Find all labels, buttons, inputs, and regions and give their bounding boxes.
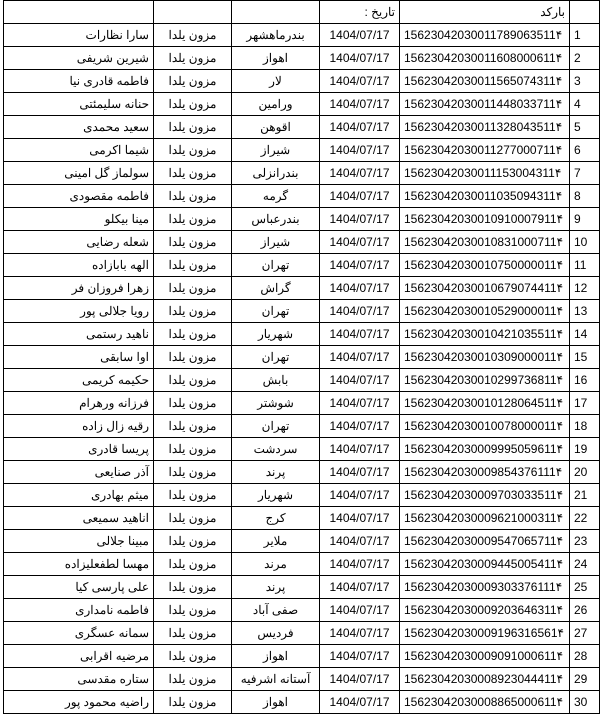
table-row[interactable] — [4, 277, 600, 300]
cell-name[interactable]: حکیمه کریمی — [4, 369, 154, 392]
cell-row-number[interactable]: 9 — [570, 208, 600, 231]
cell-row-number[interactable]: 23 — [570, 530, 600, 553]
cell-org[interactable]: مزون یلدا — [154, 277, 232, 300]
table-row[interactable] — [4, 93, 600, 116]
cell-city[interactable]: پرند — [232, 576, 320, 599]
cell-row-number[interactable]: 20 — [570, 461, 600, 484]
cell-date[interactable]: 1404/07/17 — [320, 691, 400, 714]
cell-date[interactable]: 1404/07/17 — [320, 70, 400, 93]
cell-row-number[interactable]: 6 — [570, 139, 600, 162]
table-row[interactable] — [4, 622, 600, 645]
cell-city[interactable]: تهران — [232, 254, 320, 277]
table-row[interactable] — [4, 24, 600, 47]
cell-name[interactable]: فاطمه قادری نیا — [4, 70, 154, 93]
table-row[interactable] — [4, 576, 600, 599]
cell-name[interactable]: حنانه سلیمئتی — [4, 93, 154, 116]
cell-date[interactable]: 1404/07/17 — [320, 576, 400, 599]
header-row-number — [570, 1, 600, 24]
cell-row-number[interactable]: 22 — [570, 507, 600, 530]
cell-tracking[interactable]: 15623042030011035094311۴ — [400, 185, 570, 208]
cell-tracking[interactable]: 15623042030009703033511۴ — [400, 484, 570, 507]
cell-tracking[interactable]: 15623042030009196316561۴ — [400, 622, 570, 645]
cell-date[interactable]: 1404/07/17 — [320, 507, 400, 530]
cell-tracking[interactable]: 15623042030009547065711۴ — [400, 530, 570, 553]
cell-tracking[interactable]: 15623042030011565074311۴ — [400, 70, 570, 93]
cell-city[interactable]: سردشت — [232, 438, 320, 461]
header-date: تاریخ : — [320, 1, 400, 24]
cell-date[interactable]: 1404/07/17 — [320, 93, 400, 116]
cell-tracking[interactable]: 15623042030010078000011۴ — [400, 415, 570, 438]
cell-date[interactable]: 1404/07/17 — [320, 185, 400, 208]
cell-name[interactable]: اناهید سمیعی — [4, 507, 154, 530]
cell-name[interactable]: مرضیه اقرابی — [4, 645, 154, 668]
cell-date[interactable]: 1404/07/17 — [320, 415, 400, 438]
cell-date[interactable]: 1404/07/17 — [320, 438, 400, 461]
cell-tracking[interactable]: 15623042030010831000711۴ — [400, 231, 570, 254]
cell-date[interactable]: 1404/07/17 — [320, 392, 400, 415]
table-row[interactable] — [4, 645, 600, 668]
cell-row-number[interactable]: 14 — [570, 323, 600, 346]
cell-date[interactable]: 1404/07/17 — [320, 116, 400, 139]
table-row[interactable] — [4, 231, 600, 254]
cell-city[interactable]: مرند — [232, 553, 320, 576]
cell-row-number[interactable]: 21 — [570, 484, 600, 507]
cell-name[interactable]: زهرا فروزان فر — [4, 277, 154, 300]
header-city — [232, 1, 320, 24]
table-header — [4, 1, 600, 24]
cell-city[interactable]: پرند — [232, 461, 320, 484]
cell-row-number[interactable]: 18 — [570, 415, 600, 438]
cell-row-number[interactable]: 10 — [570, 231, 600, 254]
cell-tracking[interactable]: 15623042030010421035511۴ — [400, 323, 570, 346]
cell-date[interactable]: 1404/07/17 — [320, 461, 400, 484]
cell-row-number[interactable]: 12 — [570, 277, 600, 300]
cell-org[interactable]: مزون یلدا — [154, 162, 232, 185]
cell-org[interactable]: مزون یلدا — [154, 116, 232, 139]
cell-row-number[interactable]: 25 — [570, 576, 600, 599]
cell-name[interactable]: فاطمه نامداری — [4, 599, 154, 622]
cell-row-number[interactable]: 8 — [570, 185, 600, 208]
cell-city[interactable]: بندرانزلی — [232, 162, 320, 185]
cell-date[interactable]: 1404/07/17 — [320, 530, 400, 553]
cell-org[interactable]: مزون یلدا — [154, 323, 232, 346]
cell-name[interactable]: سمانه عسگری — [4, 622, 154, 645]
cell-org[interactable]: مزون یلدا — [154, 208, 232, 231]
cell-row-number[interactable]: 19 — [570, 438, 600, 461]
cell-city[interactable]: آستانه اشرفیه — [232, 668, 320, 691]
cell-tracking[interactable]: 15623042030011277000711۴ — [400, 139, 570, 162]
cell-city[interactable]: اقوهن — [232, 116, 320, 139]
cell-city[interactable]: شیراز — [232, 231, 320, 254]
table-row[interactable] — [4, 346, 600, 369]
cell-date[interactable]: 1404/07/17 — [320, 24, 400, 47]
table-row[interactable] — [4, 553, 600, 576]
table-row[interactable] — [4, 139, 600, 162]
cell-row-number[interactable]: 27 — [570, 622, 600, 645]
cell-tracking[interactable]: 15623042030010679074411۴ — [400, 277, 570, 300]
cell-row-number[interactable]: 24 — [570, 553, 600, 576]
cell-name[interactable]: مبینا جلالی — [4, 530, 154, 553]
cell-row-number[interactable]: 2 — [570, 47, 600, 70]
cell-row-number[interactable]: 15 — [570, 346, 600, 369]
cell-row-number[interactable]: 17 — [570, 392, 600, 415]
cell-date[interactable]: 1404/07/17 — [320, 277, 400, 300]
cell-name[interactable]: علی پارسی کیا — [4, 576, 154, 599]
cell-name[interactable]: شعله رضایی — [4, 231, 154, 254]
cell-name[interactable]: سارا نظارات — [4, 24, 154, 47]
cell-date[interactable]: 1404/07/17 — [320, 645, 400, 668]
cell-org[interactable]: مزون یلدا — [154, 415, 232, 438]
table-row[interactable] — [4, 461, 600, 484]
cell-city[interactable]: کرج — [232, 507, 320, 530]
cell-tracking[interactable]: 15623042030010309000011۴ — [400, 346, 570, 369]
cell-city[interactable]: ورامین — [232, 93, 320, 116]
cell-name[interactable]: راضیه محمود پور — [4, 691, 154, 714]
cell-org[interactable]: مزون یلدا — [154, 369, 232, 392]
cell-date[interactable]: 1404/07/17 — [320, 553, 400, 576]
cell-org[interactable]: مزون یلدا — [154, 484, 232, 507]
cell-city[interactable]: اهواز — [232, 645, 320, 668]
table-row[interactable] — [4, 530, 600, 553]
cell-city[interactable]: شوشتر — [232, 392, 320, 415]
table-row[interactable] — [4, 392, 600, 415]
cell-row-number[interactable]: 29 — [570, 668, 600, 691]
table-row[interactable] — [4, 300, 600, 323]
cell-name[interactable]: فرزانه ورهرام — [4, 392, 154, 415]
cell-tracking[interactable]: 15623042030008865000611۴ — [400, 691, 570, 714]
table-row[interactable] — [4, 369, 600, 392]
cell-city[interactable]: گراش — [232, 277, 320, 300]
cell-city[interactable]: گرمه — [232, 185, 320, 208]
cell-tracking[interactable]: 15623042030011153004311۴ — [400, 162, 570, 185]
cell-city[interactable]: تهران — [232, 415, 320, 438]
cell-date[interactable]: 1404/07/17 — [320, 208, 400, 231]
cell-org[interactable]: مزون یلدا — [154, 139, 232, 162]
cell-tracking[interactable]: 15623042030009091000611۴ — [400, 645, 570, 668]
cell-date[interactable]: 1404/07/17 — [320, 622, 400, 645]
cell-org[interactable]: مزون یلدا — [154, 346, 232, 369]
cell-name[interactable]: رویا جلالی پور — [4, 300, 154, 323]
cell-org[interactable]: مزون یلدا — [154, 47, 232, 70]
cell-tracking[interactable]: 15623042030011789063511۴ — [400, 24, 570, 47]
cell-tracking[interactable]: 15623042030011448033711۴ — [400, 93, 570, 116]
cell-org[interactable]: مزون یلدا — [154, 392, 232, 415]
cell-name[interactable]: رقیه زال زاده — [4, 415, 154, 438]
cell-date[interactable]: 1404/07/17 — [320, 254, 400, 277]
cell-org[interactable]: مزون یلدا — [154, 507, 232, 530]
cell-city[interactable]: شیراز — [232, 139, 320, 162]
cell-row-number[interactable]: 1 — [570, 24, 600, 47]
cell-org[interactable]: مزون یلدا — [154, 645, 232, 668]
cell-tracking[interactable]: 15623042030010529000011۴ — [400, 300, 570, 323]
cell-org[interactable]: مزون یلدا — [154, 691, 232, 714]
cell-org[interactable]: مزون یلدا — [154, 622, 232, 645]
cell-city[interactable]: فردیس — [232, 622, 320, 645]
cell-tracking[interactable]: 15623042030011608000611۴ — [400, 47, 570, 70]
cell-city[interactable]: شهریار — [232, 323, 320, 346]
cell-date[interactable]: 1404/07/17 — [320, 47, 400, 70]
cell-row-number[interactable]: 11 — [570, 254, 600, 277]
cell-row-number[interactable]: 4 — [570, 93, 600, 116]
table-row[interactable] — [4, 507, 600, 530]
cell-name[interactable]: شیرین شریفی — [4, 47, 154, 70]
cell-org[interactable]: مزون یلدا — [154, 254, 232, 277]
cell-name[interactable]: فاطمه مقصودی — [4, 185, 154, 208]
cell-date[interactable]: 1404/07/17 — [320, 139, 400, 162]
cell-org[interactable]: مزون یلدا — [154, 300, 232, 323]
table-row[interactable] — [4, 185, 600, 208]
cell-city[interactable]: اهواز — [232, 47, 320, 70]
cell-org[interactable]: مزون یلدا — [154, 185, 232, 208]
cell-tracking[interactable]: 15623042030009303376111۴ — [400, 576, 570, 599]
cell-name[interactable]: مهسا لطفعلیزاده — [4, 553, 154, 576]
cell-tracking[interactable]: 15623042030009445005411۴ — [400, 553, 570, 576]
cell-name[interactable]: پریسا قادری — [4, 438, 154, 461]
table-row[interactable] — [4, 208, 600, 231]
cell-row-number[interactable]: 30 — [570, 691, 600, 714]
cell-org[interactable]: مزون یلدا — [154, 530, 232, 553]
cell-city[interactable]: بندرماهشهر — [232, 24, 320, 47]
cell-tracking[interactable]: 15623042030008923044411۴ — [400, 668, 570, 691]
cell-date[interactable]: 1404/07/17 — [320, 484, 400, 507]
header-row — [4, 1, 600, 24]
cell-org[interactable]: مزون یلدا — [154, 24, 232, 47]
cell-date[interactable]: 1404/07/17 — [320, 668, 400, 691]
cell-date[interactable]: 1404/07/17 — [320, 323, 400, 346]
table-row[interactable] — [4, 162, 600, 185]
cell-tracking[interactable]: 15623042030009621000311۴ — [400, 507, 570, 530]
cell-city[interactable]: لار — [232, 70, 320, 93]
cell-org[interactable]: مزون یلدا — [154, 553, 232, 576]
header-org — [154, 1, 232, 24]
cell-date[interactable]: 1404/07/17 — [320, 162, 400, 185]
cell-city[interactable]: شهریار — [232, 484, 320, 507]
cell-date[interactable]: 1404/07/17 — [320, 369, 400, 392]
cell-city[interactable]: اهواز — [232, 691, 320, 714]
table-row[interactable] — [4, 47, 600, 70]
cell-date[interactable]: 1404/07/17 — [320, 599, 400, 622]
cell-name[interactable]: میثم بهادری — [4, 484, 154, 507]
table-row[interactable] — [4, 484, 600, 507]
cell-name[interactable]: سعید محمدی — [4, 116, 154, 139]
cell-org[interactable]: مزون یلدا — [154, 70, 232, 93]
cell-tracking[interactable]: 15623042030009854376111۴ — [400, 461, 570, 484]
cell-row-number[interactable]: 7 — [570, 162, 600, 185]
table-row[interactable] — [4, 254, 600, 277]
cell-tracking[interactable]: 15623042030010910007911۴ — [400, 208, 570, 231]
table-row[interactable] — [4, 323, 600, 346]
table-row[interactable] — [4, 668, 600, 691]
table-row[interactable] — [4, 415, 600, 438]
cell-org[interactable]: مزون یلدا — [154, 461, 232, 484]
cell-org[interactable]: مزون یلدا — [154, 93, 232, 116]
table-row[interactable] — [4, 691, 600, 714]
cell-city[interactable]: بندرعباس — [232, 208, 320, 231]
cell-name[interactable]: الهه بابازاده — [4, 254, 154, 277]
table-row[interactable] — [4, 70, 600, 93]
cell-name[interactable]: ستاره مقدسی — [4, 668, 154, 691]
cell-name[interactable]: ناهید رستمی — [4, 323, 154, 346]
cell-city[interactable]: صفی آباد — [232, 599, 320, 622]
cell-city[interactable]: بابش — [232, 369, 320, 392]
cell-tracking[interactable]: 15623042030010128064511۴ — [400, 392, 570, 415]
table-row[interactable] — [4, 599, 600, 622]
cell-name[interactable]: مینا بیکلو — [4, 208, 154, 231]
cell-date[interactable]: 1404/07/17 — [320, 346, 400, 369]
cell-row-number[interactable]: 26 — [570, 599, 600, 622]
table-row[interactable] — [4, 438, 600, 461]
cell-org[interactable]: مزون یلدا — [154, 438, 232, 461]
cell-name[interactable]: اوا سابقی — [4, 346, 154, 369]
cell-city[interactable]: ملایر — [232, 530, 320, 553]
cell-org[interactable]: مزون یلدا — [154, 668, 232, 691]
cell-row-number[interactable]: 28 — [570, 645, 600, 668]
shipments-table — [3, 0, 600, 714]
cell-tracking[interactable]: 15623042030010299736811۴ — [400, 369, 570, 392]
cell-row-number[interactable]: 5 — [570, 116, 600, 139]
cell-row-number[interactable]: 3 — [570, 70, 600, 93]
header-tracking: بارکد — [400, 1, 570, 24]
cell-name[interactable]: سولماز گل امینی — [4, 162, 154, 185]
cell-tracking[interactable]: 15623042030009203646311۴ — [400, 599, 570, 622]
cell-city[interactable]: تهران — [232, 300, 320, 323]
cell-org[interactable]: مزون یلدا — [154, 576, 232, 599]
cell-tracking[interactable]: 15623042030010750000011۴ — [400, 254, 570, 277]
cell-org[interactable]: مزون یلدا — [154, 599, 232, 622]
cell-row-number[interactable]: 16 — [570, 369, 600, 392]
table-row[interactable] — [4, 116, 600, 139]
cell-name[interactable]: شیما اکرمی — [4, 139, 154, 162]
cell-date[interactable]: 1404/07/17 — [320, 231, 400, 254]
cell-org[interactable]: مزون یلدا — [154, 231, 232, 254]
cell-row-number[interactable]: 13 — [570, 300, 600, 323]
cell-tracking[interactable]: 15623042030009995059611۴ — [400, 438, 570, 461]
cell-date[interactable]: 1404/07/17 — [320, 300, 400, 323]
cell-name[interactable]: آذر صنایعی — [4, 461, 154, 484]
header-name — [4, 1, 154, 24]
cell-city[interactable]: تهران — [232, 346, 320, 369]
table-body — [4, 24, 600, 714]
cell-tracking[interactable]: 15623042030011328043511۴ — [400, 116, 570, 139]
